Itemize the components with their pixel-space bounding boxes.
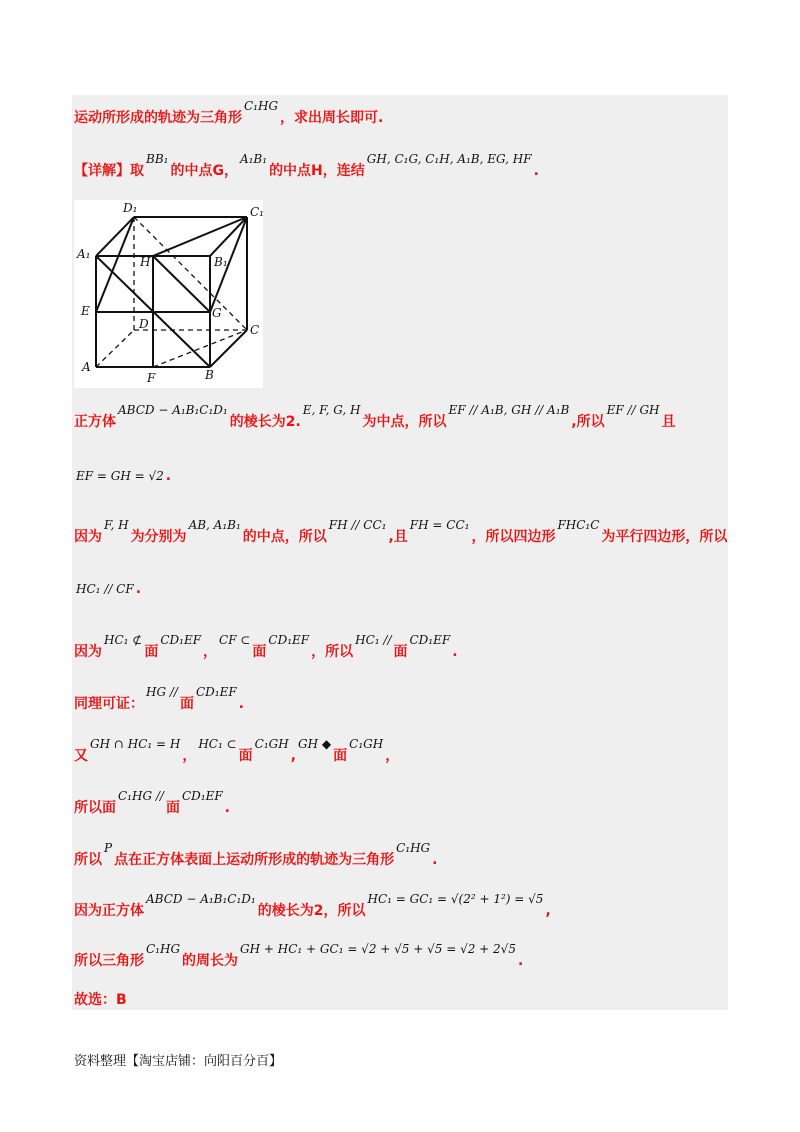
text: .	[135, 581, 142, 597]
text: 为平行四边形，所以	[601, 529, 728, 545]
text: ,	[545, 903, 551, 919]
text: ，	[385, 748, 400, 764]
math: HC₁ = GC₁ = √(2² + 1²) = √5	[367, 892, 544, 906]
math: ABCD − A₁B₁C₁D₁	[146, 892, 256, 906]
math: C₁HG	[244, 99, 279, 113]
line-12	[74, 892, 551, 919]
text: 又	[74, 748, 88, 764]
text: ，所以四边形	[471, 529, 556, 545]
text: 的中点，所以	[242, 529, 327, 545]
label-A1: A₁	[77, 247, 91, 261]
text: .	[517, 953, 524, 969]
math: CD₁EF	[195, 685, 237, 699]
line-11	[74, 841, 438, 868]
math: EF // GH	[606, 403, 660, 417]
label-G: G	[212, 306, 222, 320]
math: FH = CC₁	[409, 518, 470, 532]
label-D: D	[139, 317, 149, 331]
math: GH, C₁G, C₁H, A₁B, EG, HF	[366, 152, 532, 166]
text: ,	[290, 748, 297, 764]
math: E, F, G, H	[302, 403, 361, 417]
label-F: F	[147, 371, 156, 385]
text: 面	[238, 748, 253, 764]
math: CD₁EF	[160, 633, 202, 647]
math: C₁HG //	[118, 789, 164, 803]
math: C₁GH	[349, 737, 384, 751]
line-6	[74, 581, 141, 597]
line-3	[74, 403, 676, 430]
math: HC₁ //	[355, 633, 392, 647]
text: .	[224, 800, 230, 816]
label-A: A	[82, 360, 91, 374]
label-C1: C₁	[250, 205, 263, 219]
text: ，所以	[311, 644, 354, 660]
line-10	[74, 789, 230, 816]
text: .	[165, 468, 172, 484]
text: 面	[333, 748, 348, 764]
text: .	[238, 696, 244, 712]
text: 且	[661, 414, 676, 430]
text: 正方体	[74, 414, 116, 430]
line-1	[74, 99, 384, 126]
math: HC₁ ⊄	[104, 633, 143, 647]
footer-source: 资料整理【淘宝店铺：向阳百分百】	[74, 1054, 283, 1069]
text: 的棱长为2，所以	[257, 903, 366, 919]
math: C₁HG	[396, 841, 431, 855]
label-B1: B₁	[214, 255, 228, 269]
label-H: H	[140, 255, 151, 269]
cube-diagram	[74, 200, 263, 388]
text: ，	[182, 748, 197, 764]
detail-tag: 【详解】	[74, 163, 130, 179]
text: 因为	[74, 529, 102, 545]
text: ,且	[388, 529, 408, 545]
text: .	[533, 163, 539, 179]
math: FH // CC₁	[328, 518, 387, 532]
math: P	[104, 841, 113, 855]
text: 的中点G，	[170, 163, 238, 179]
text: 取	[130, 163, 144, 179]
text: 所以面	[74, 800, 116, 816]
text: 所以三角形	[74, 953, 144, 969]
math: A₁B₁	[239, 152, 268, 166]
math: C₁GH	[254, 737, 289, 751]
math: C₁HG	[146, 942, 181, 956]
math: AB, A₁B₁	[188, 518, 241, 532]
math: GH ◆	[298, 737, 332, 751]
text: 面	[179, 696, 194, 712]
text: ，求出周长即可.	[280, 110, 384, 126]
text: 因为正方体	[74, 903, 144, 919]
math: HC₁ ⊂	[198, 737, 237, 751]
text: ，	[203, 644, 218, 660]
math: EF = GH = √2	[76, 469, 164, 483]
line-5	[74, 518, 728, 545]
line-8	[74, 685, 244, 712]
label-C: C	[250, 323, 260, 337]
line-14	[74, 992, 127, 1008]
line-2	[74, 152, 539, 179]
text: 同理可证：	[74, 696, 144, 712]
math: CD₁EF	[268, 633, 310, 647]
text: .	[432, 852, 438, 868]
line-4	[74, 468, 171, 484]
math: HC₁ // CF	[76, 582, 134, 596]
math: GH ∩ HC₁ = H	[90, 737, 181, 751]
math: HG //	[146, 685, 178, 699]
text: 为分别为	[130, 529, 187, 545]
text: 面	[165, 800, 180, 816]
math: CF ⊂	[219, 633, 251, 647]
math: CD₁EF	[181, 789, 223, 803]
math: ABCD − A₁B₁C₁D₁	[118, 403, 228, 417]
text: 的棱长为2.	[229, 414, 301, 430]
math: EF // A₁B, GH // A₁B	[448, 403, 570, 417]
line-13	[74, 942, 524, 969]
line-9	[74, 737, 400, 764]
text: .	[452, 644, 458, 660]
text: ,所以	[571, 414, 605, 430]
text: 面	[144, 644, 159, 660]
text: 运动所形成的轨迹为三角形	[74, 110, 242, 126]
text: 所以	[74, 852, 102, 868]
text: 面	[252, 644, 267, 660]
label-E: E	[81, 304, 90, 318]
math: GH + HC₁ + GC₁ = √2 + √5 + √5 = √2 + 2√5	[240, 942, 516, 956]
math: FHC₁C	[557, 518, 600, 532]
text: 的中点H，连结	[269, 163, 365, 179]
answer: 故选：B	[74, 992, 127, 1008]
text: 点在正方体表面上运动所形成的轨迹为三角形	[114, 852, 395, 868]
math: CD₁EF	[409, 633, 451, 647]
line-7	[74, 633, 458, 660]
text: 面	[393, 644, 408, 660]
cube-figure	[74, 200, 263, 388]
text: 为中点，所以	[362, 414, 447, 430]
text: 的周长为	[182, 953, 239, 969]
label-D1: D₁	[123, 201, 138, 215]
math: BB₁	[146, 152, 169, 166]
math: F, H	[104, 518, 129, 532]
label-B: B	[205, 368, 214, 382]
text: 因为	[74, 644, 102, 660]
